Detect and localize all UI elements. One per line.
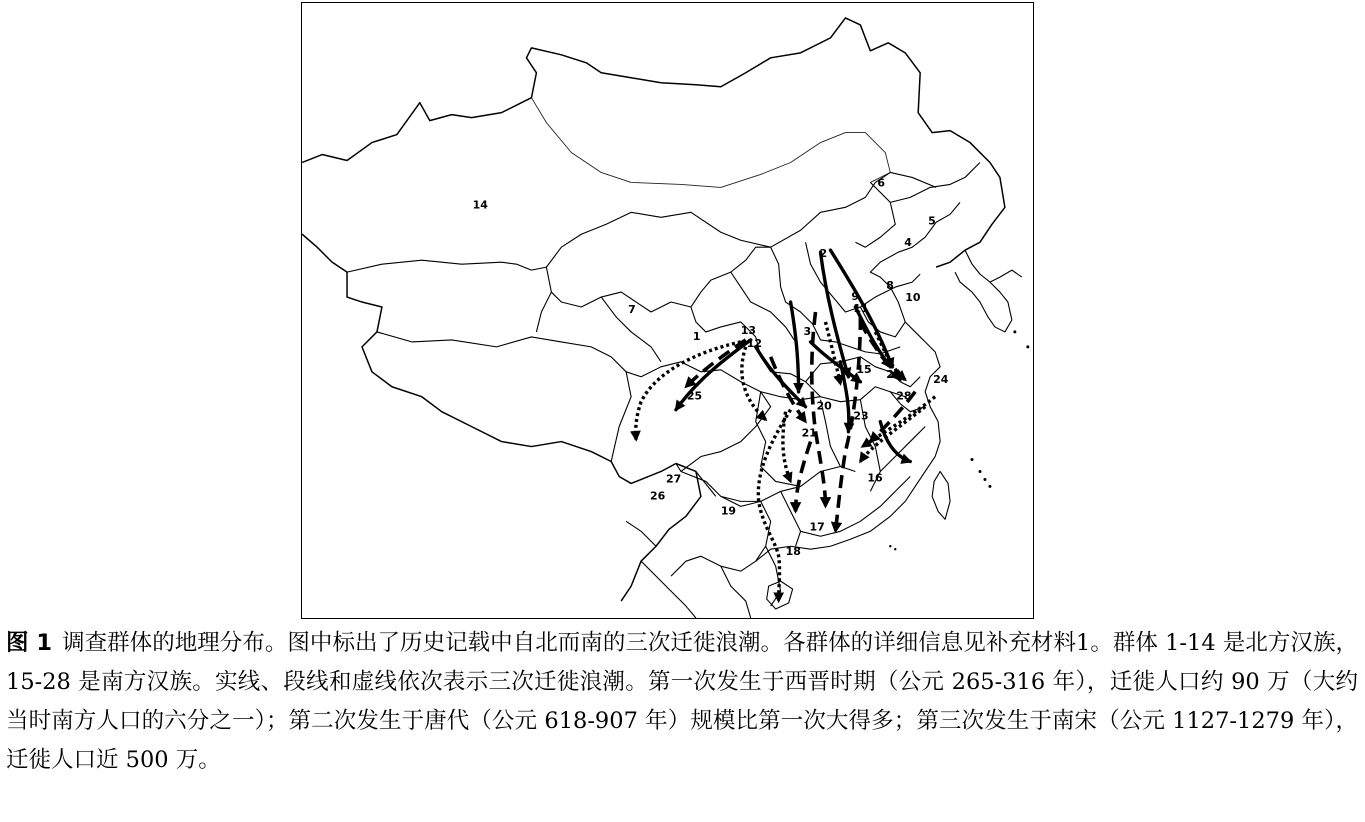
wave3-arrow: [862, 397, 935, 447]
group-label: 6: [877, 176, 885, 190]
group-label: 28: [896, 389, 912, 403]
group-label: 26: [650, 489, 666, 503]
group-label: 15: [856, 362, 872, 376]
group-label: 1: [692, 329, 701, 343]
shandong-border: [835, 274, 920, 354]
group-label: 8: [886, 279, 894, 293]
figure-label: 图 1: [6, 630, 53, 656]
group-label: 16: [867, 471, 883, 485]
sichuan-border: [626, 362, 771, 472]
group-label: 25: [686, 389, 703, 403]
shanxi-hebei-border: [771, 242, 861, 342]
map-svg: [302, 3, 1033, 618]
wave3-arrow: [860, 407, 925, 462]
group-label: 24: [933, 372, 949, 386]
group-label: 27: [666, 472, 682, 486]
group-label: 18: [785, 545, 801, 559]
islands: [889, 330, 1029, 550]
southeast-asia: [626, 521, 780, 618]
wave2-arrow: [796, 442, 811, 512]
guangdong-guangxi-border: [721, 476, 910, 546]
korea-outline: [955, 250, 1022, 332]
wave-1-solid-lines: [676, 250, 910, 461]
wave1-arrow: [791, 302, 799, 392]
group-label: 7: [628, 302, 636, 316]
group-label: 23: [853, 409, 869, 423]
group-label: 4: [904, 236, 912, 250]
taiwan-outline: [932, 471, 950, 519]
outer-boundary: [302, 18, 1005, 267]
group-label: 10: [905, 291, 921, 305]
china-map: [301, 2, 1034, 619]
xinjiang-border: [347, 260, 651, 312]
group-label: 20: [816, 399, 832, 413]
group-label: 3: [803, 324, 812, 338]
borders: [302, 18, 1029, 618]
yunnan-guizhou-border: [671, 471, 771, 576]
qinghai-gansu-border: [536, 292, 661, 362]
group-label: 14: [472, 198, 488, 212]
group-label: 2: [819, 247, 828, 261]
figure-caption: [6, 624, 1358, 780]
wave3-arrow: [825, 322, 840, 384]
west-boundary: [302, 234, 701, 601]
mongolia-border: [531, 98, 890, 188]
caption-text: 调查群体的地理分布。图中标出了历史记载中自北而南的三次迁徙浪潮。各群体的详细信息见补充材料1。群体 1-14 是北方汉族，15-28 是南方汉族。实线、段线和虚线依次表示三次迁徙浪潮。第一次发生于西晋时期（公元 265-316 年），迁徙人口约 90 万（大约当时南方人口的六分之一）；第二次发生于唐代（公元 618-907 年）规模比第一次大得多；第三次发生于南宋（公元 1127-1279 年），迁徙人口近 500 万。: [6, 630, 1359, 773]
group-label: 12: [746, 336, 762, 350]
group-label: 9: [851, 290, 860, 304]
northeast-border: [855, 162, 980, 250]
group-label: 19: [720, 504, 737, 518]
group-label: 17: [809, 520, 825, 534]
group-label: 13: [740, 323, 757, 337]
hubei-henan-border: [761, 357, 906, 402]
group-label: 22: [886, 367, 902, 381]
group-label: 5: [928, 214, 936, 228]
group-label: 21: [801, 426, 817, 440]
group-label: 11: [853, 301, 869, 315]
